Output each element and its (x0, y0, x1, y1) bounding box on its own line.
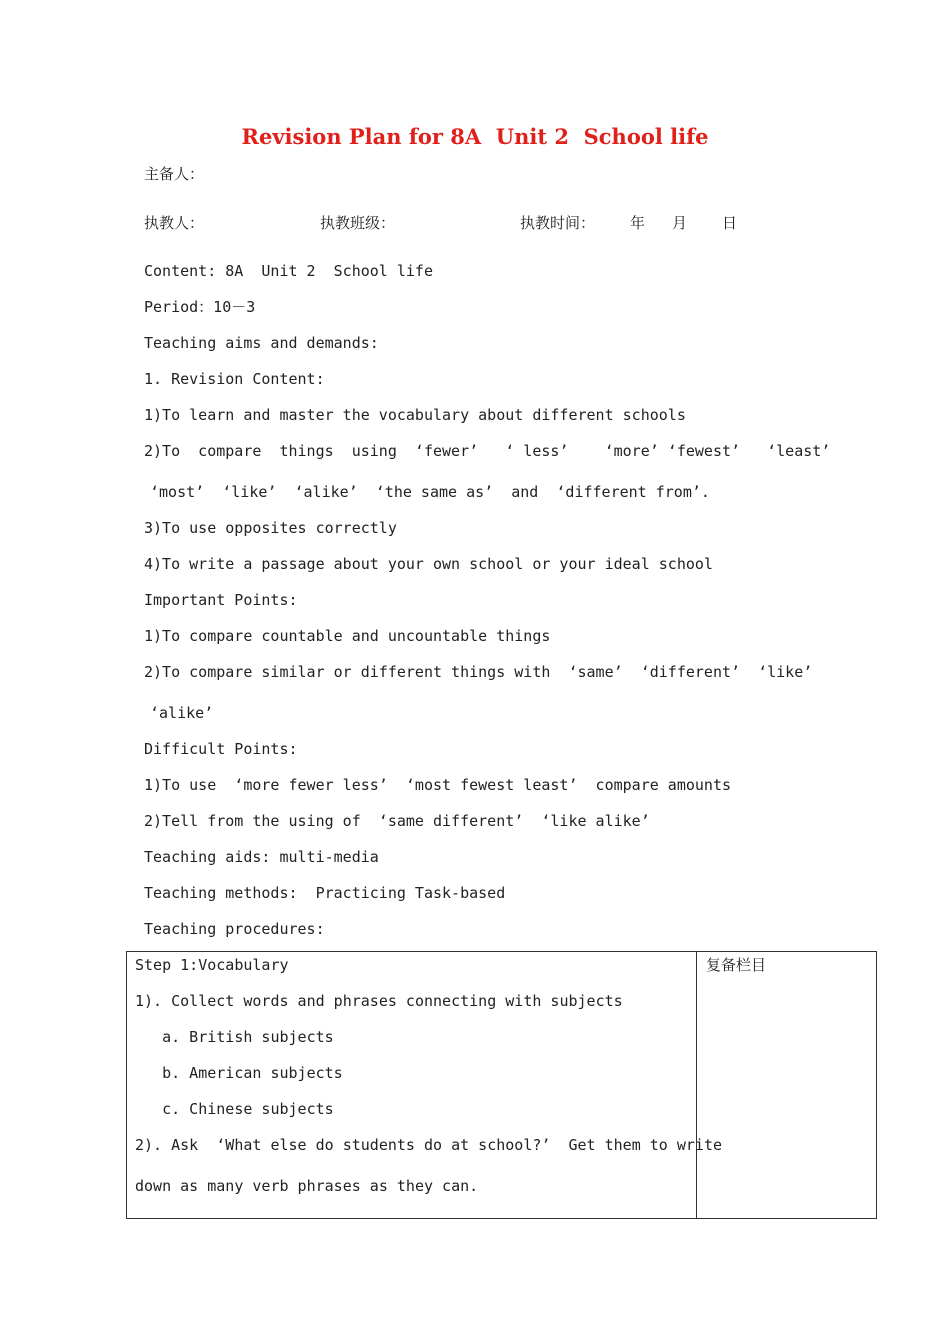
procedure-cell (127, 952, 722, 1219)
step-heading: Step 1:Vocabulary (135, 956, 289, 974)
difficult-points-heading: Difficult Points: (144, 740, 298, 758)
important-points-heading: Important Points: (144, 591, 298, 609)
aim-item: 2)To compare things using ‘fewer’ ‘ less’ ‘more’ ‘fewest’ ‘least’ (144, 442, 831, 460)
difficult-point-item: 2)Tell from the using of ‘same different’ ‘like alike’ (144, 812, 650, 830)
teaching-methods-line: Teaching methods: Practicing Task-based (144, 884, 506, 902)
revision-content-heading: 1. Revision Content: (144, 370, 325, 388)
teacher-label: 执教人： (144, 214, 205, 232)
content-line: Content: 8A Unit 2 School life (144, 262, 433, 280)
teaching-procedures-heading: Teaching procedures: (144, 920, 325, 938)
document-title: Revision Plan for 8A Unit 2 School life (241, 124, 709, 149)
procedure-subitem: c. Chinese subjects (135, 1100, 334, 1118)
period-line: Period：10－3 (144, 298, 256, 316)
aims-heading: Teaching aims and demands: (144, 334, 379, 352)
important-point-item: 2)To compare similar or different things with ‘same’ ‘different’ ‘like’ (144, 663, 813, 681)
procedure-subitem: a. British subjects (135, 1028, 334, 1046)
procedure-item: 1). Collect words and phrases connecting with subjects (135, 992, 623, 1010)
aim-item: 1)To learn and master the vocabulary about different schools (144, 406, 686, 424)
class-label: 执教班级： (320, 214, 396, 232)
time-label: 执教时间： (520, 214, 596, 232)
day-label: 日 (722, 214, 738, 232)
preparer-label: 主备人： (144, 165, 205, 183)
important-point-item: 1)To compare countable and uncountable things (144, 627, 551, 645)
important-point-continued: ‘alike’ (150, 704, 214, 722)
aim-item: 4)To write a passage about your own school or your ideal school (144, 555, 713, 573)
aim-item: 3)To use opposites correctly (144, 519, 397, 537)
procedure-item: 2). Ask ‘What else do students do at school?’ Get them to write (135, 1136, 722, 1154)
year-label: 年 (630, 214, 646, 232)
procedure-item-continued: down as many verb phrases as they can. (135, 1177, 479, 1195)
difficult-point-item: 1)To use ‘more fewer less’ ‘most fewest least’ compare amounts (144, 776, 731, 794)
month-label: 月 (672, 214, 688, 232)
aim-item-continued: ‘most’ ‘like’ ‘alike’ ‘the same as’ and ‘different from’. (150, 483, 710, 501)
review-notes-cell (697, 952, 877, 1219)
procedure-subitem: b. American subjects (135, 1064, 343, 1082)
procedures-table (126, 951, 877, 1219)
review-notes-header: 复备栏目 (706, 956, 767, 974)
teaching-aids-line: Teaching aids: multi-media (144, 848, 379, 866)
